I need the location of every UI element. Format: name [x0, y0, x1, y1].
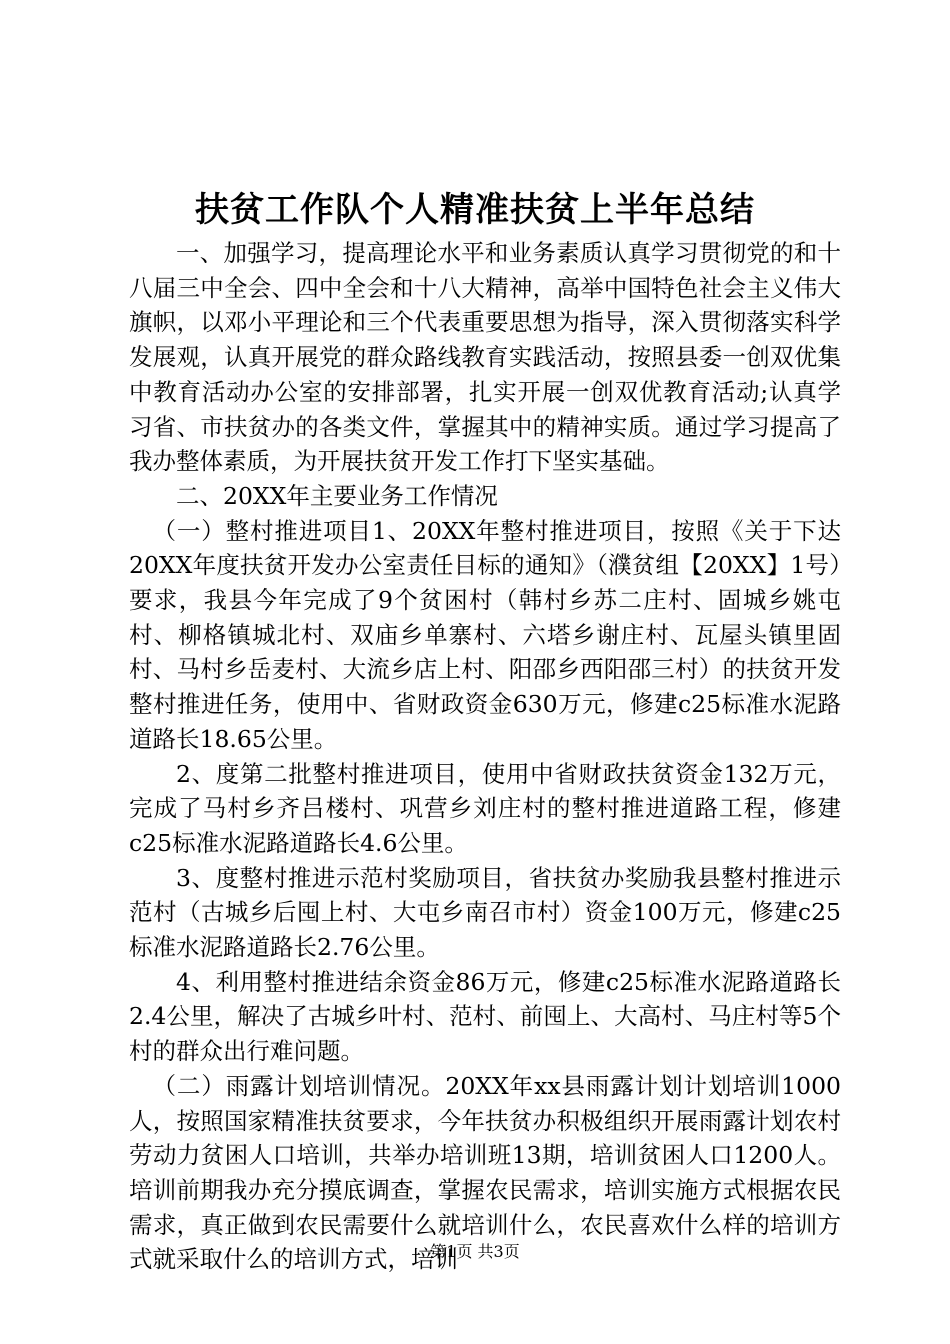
- paragraph-demo-village: 3、度整村推进示范村奖励项目，省扶贫办奖励我县整村推进示范村（古城乡后囤上村、大屯乡南召市村）资金100万元，修建c25标准水泥路道路长2.76公里。: [129, 863, 841, 962]
- paragraph-surplus-funds: 4、利用整村推进结余资金86万元，修建c25标准水泥路道路长2.4公里，解决了古城乡叶村、范村、前囤上、大高村、马庄村等5个村的群众出行难问题。: [129, 967, 841, 1066]
- paragraph-yulu-training: （二）雨露计划培训情况。20XX年xx县雨露计划计划培训1000人，按照国家精准扶贫要求，今年扶贫办积极组织开展雨露计划农村劳动力贫困人口培训，共举办培训班13期，培训贫困人口1200人。培训前期我办充分摸底调查，掌握农民需求，培训实施方式根据农民需求，真正做到农民需要什么就培训什么，农民喜欢什么样的培训方式就采取什么的培训方式，培训: [129, 1071, 841, 1274]
- document-body: [129, 236, 841, 1277]
- page-footer: 第1页 共3页: [430, 1242, 520, 1261]
- document-title: 扶贫工作队个人精准扶贫上半年总结: [195, 190, 755, 230]
- paragraph-second-batch: 2、度第二批整村推进项目，使用中省财政扶贫资金132万元，完成了马村乡齐吕楼村、巩营乡刘庄村的整村推进道路工程，修建c25标准水泥路道路长4.6公里。: [129, 759, 841, 857]
- paragraph-study: 一、加强学习，提高理论水平和业务素质认真学习贯彻党的和十八届三中全会、四中全会和十八大精神，高举中国特色社会主义伟大旗帜，以邓小平理论和三个代表重要思想为指导，深入贯彻落实科学发展观，认真开展党的群众路线教育实践活动，按照县委一创双优集中教育活动办公室的安排部署，扎实开展一创双优教育活动;认真学习省、市扶贫办的各类文件，掌握其中的精神实质。通过学习提高了我办整体素质，为开展扶贫开发工作打下坚实基础。: [129, 239, 841, 476]
- paragraph-village-project: （一）整村推进项目1、20XX年整村推进项目，按照《关于下达20XX年度扶贫开发办公室责任目标的通知》（濮贫组【20XX】1号）要求，我县今年完成了9个贫困村（韩村乡苏二庄村、固城乡姚屯村、柳格镇城北村、双庙乡单寨村、六塔乡谢庄村、瓦屋头镇里固村、马村乡岳麦村、大流乡店上村、阳邵乡西阳邵三村）的扶贫开发整村推进任务，使用中、省财政资金630万元，修建c25标准水泥路道路长18.65公里。: [129, 516, 841, 753]
- paragraph-section-two-heading: 二、20XX年主要业务工作情况: [176, 481, 498, 510]
